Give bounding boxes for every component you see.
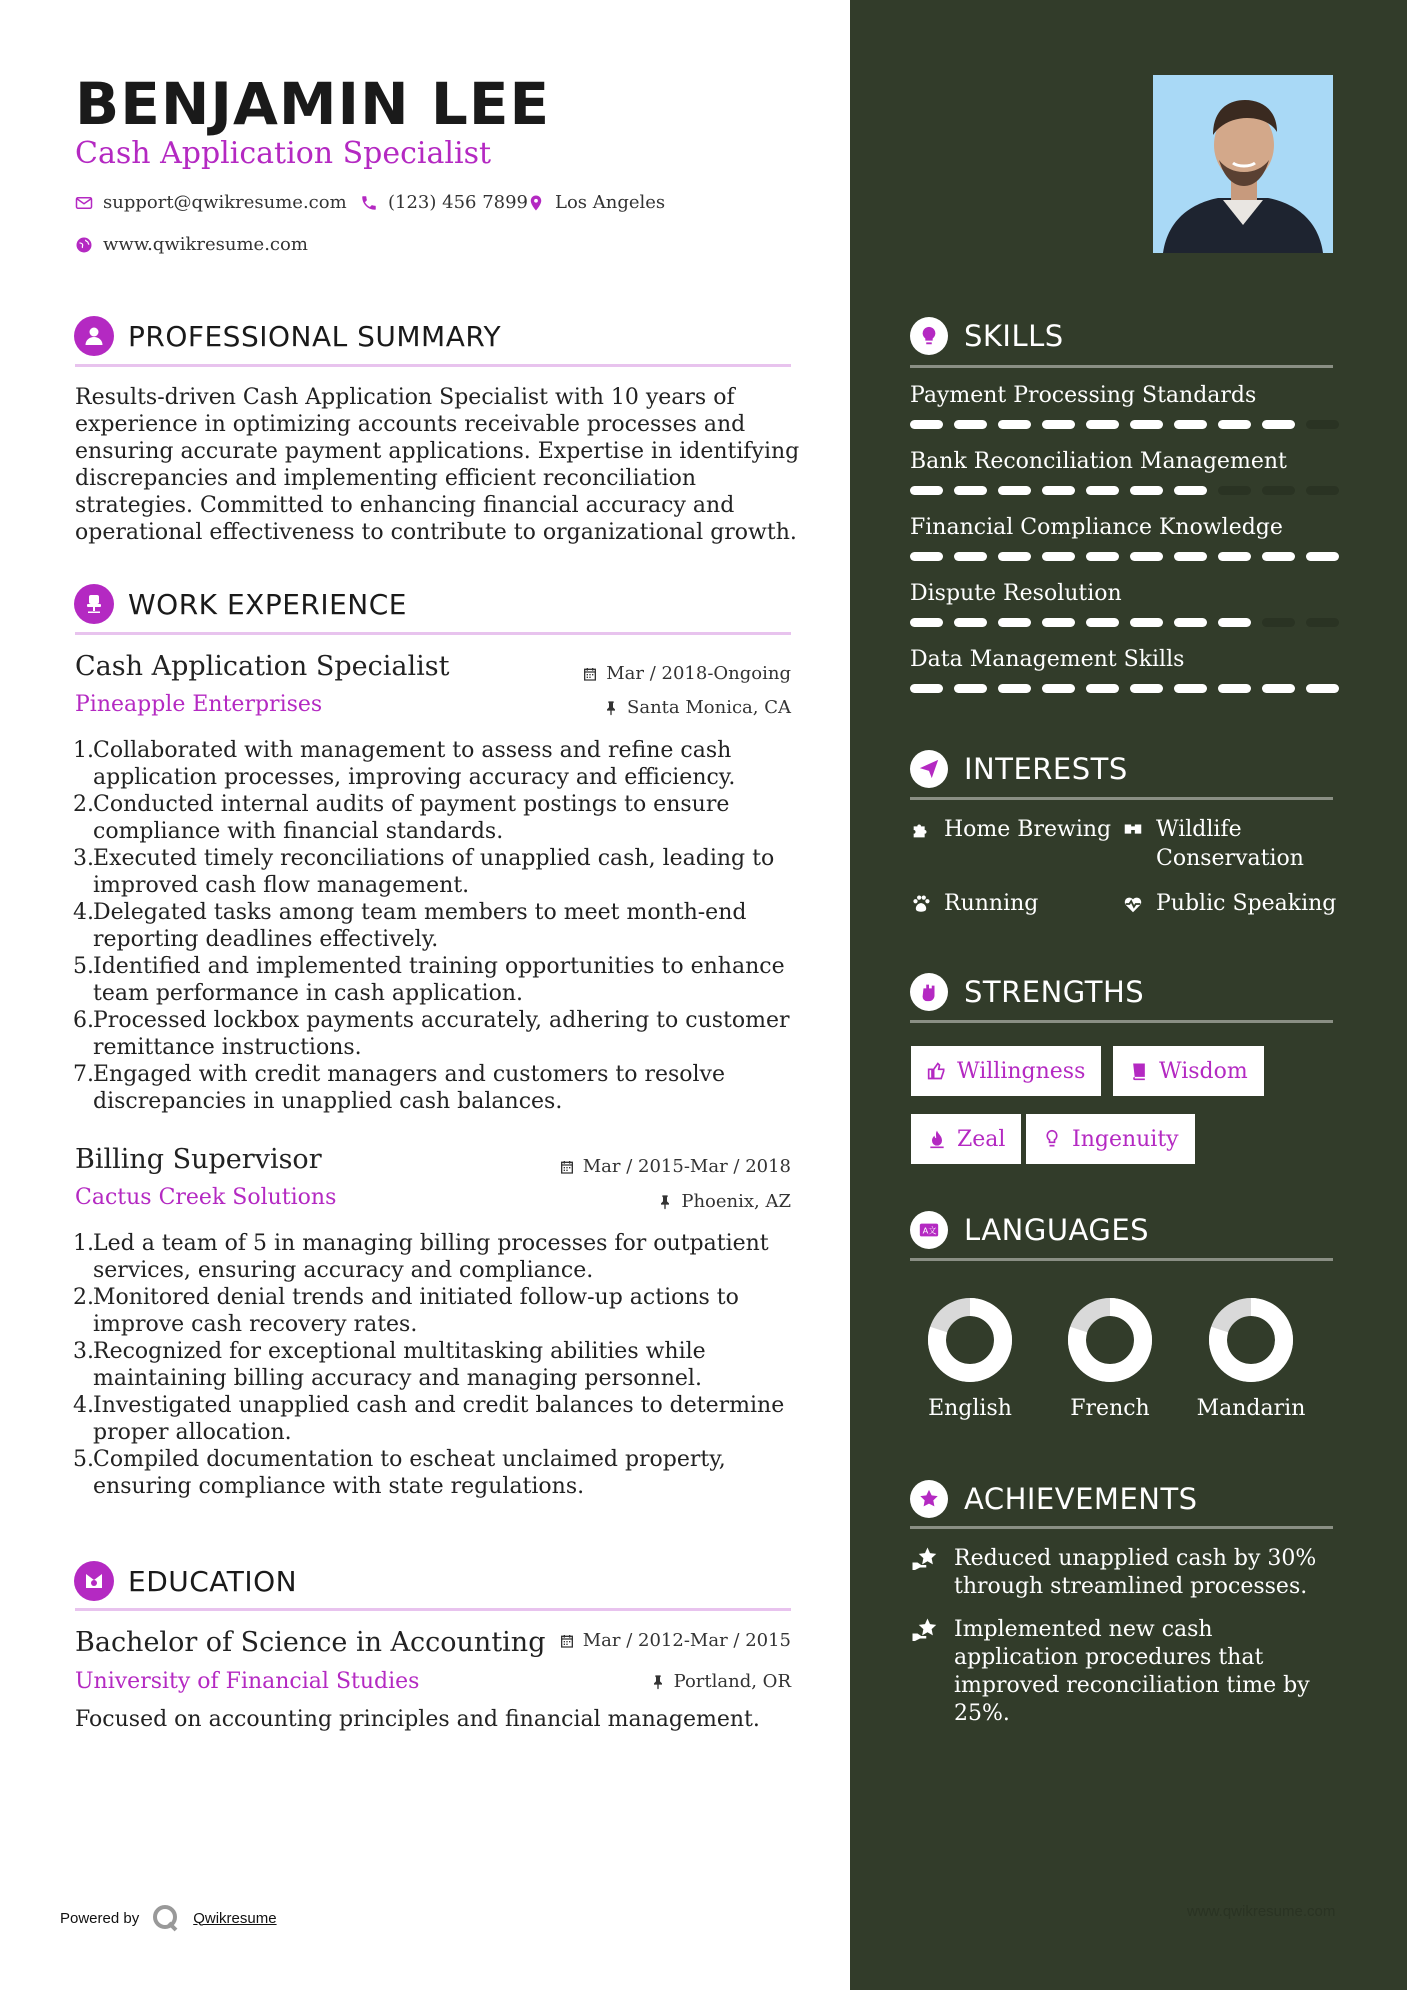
job-location [500,697,791,718]
summary-heading: PROFESSIONAL SUMMARY [128,319,502,353]
skill-level-segment [1218,420,1251,429]
job-location-text: Santa Monica, CA [627,697,791,718]
lightbulb-outline-icon [1042,1129,1062,1149]
powered-by [60,1903,277,1933]
skill-level-segment [1042,552,1075,561]
interest-item: Home Brewing [910,815,1111,844]
languages-header [910,1211,1149,1249]
skill-level-segment [1086,618,1119,627]
list-item: 2. Monitored denial trends and initiated follow-up actions to improve cash recovery rates. [73,1285,739,1337]
envelope-icon [75,194,93,212]
job-location-text: Phoenix, AZ [681,1191,791,1212]
list-item: 6. Processed lockbox payments accurately, adhering to customer remittance instructions. [73,1008,790,1060]
user-icon [74,316,114,356]
star-hand-icon [910,1480,948,1518]
education-description: Focused on accounting principles and financial management. [75,1707,760,1732]
phone-icon [360,194,378,212]
skill-level-segment [954,552,987,561]
location-contact [527,192,665,213]
summary-header [74,316,501,356]
skill-level-segment [1218,684,1251,693]
skill-level-segment [1218,618,1251,627]
education-divider [75,1608,791,1611]
language-name: English [928,1396,1012,1421]
skill-level-segment [1042,618,1075,627]
skill-level-segment [1174,618,1207,627]
skill-name: Payment Processing Standards [910,383,1257,408]
globe-icon [75,236,93,254]
language-icon [910,1211,948,1249]
powered-label: Powered by [60,1909,140,1927]
language-gauge [1201,1290,1301,1390]
puzzle-icon [910,819,932,841]
skill-item [910,647,1350,713]
skill-level-segment [1218,486,1251,495]
skill-level-segment [998,486,1031,495]
footer-site: www.qwikresume.com [1187,1903,1336,1920]
skill-name: Bank Reconciliation Management [910,449,1287,474]
summary-text [75,384,815,546]
skill-level-segment [998,552,1031,561]
summary-line: experience in optimizing accounts receivable processes and [75,412,746,437]
achievement-item: Reduced unapplied cash by 30% through streamlined processes. [910,1545,1316,1601]
skill-level-segment [1174,486,1207,495]
list-item: 1. Collaborated with management to assess and refine cash application processes, improving accuracy and efficiency. [73,738,736,790]
skill-level-segment [998,618,1031,627]
book-icon [1129,1061,1149,1081]
skill-level-segment [1130,552,1163,561]
pushpin-icon [650,1674,666,1690]
skill-level-segment [1130,420,1163,429]
skill-level-segment [910,420,943,429]
summary-line: strategies. Committed to enhancing financial accuracy and [75,493,735,518]
heartbeat-icon [1122,893,1144,915]
job-bullets [75,1230,833,1500]
skill-level-segment [1306,618,1339,627]
strength-tag: Wisdom [1113,1046,1264,1096]
strength-tag: Ingenuity [1026,1114,1195,1164]
pushpin-icon [657,1194,673,1210]
skill-level-segment [1306,684,1339,693]
achievement-item: Implemented new cash application procedures that improved reconciliation time by 25%. [910,1616,1310,1728]
thumbs-up-icon [927,1061,947,1081]
skill-level-segment [1262,486,1295,495]
skill-level-segment [910,552,943,561]
skill-meter [910,618,1350,627]
skill-item [910,515,1350,581]
list-item: 2. Conducted internal audits of payment postings to ensure compliance with financial standards. [73,792,730,844]
candidate-title: Cash Application Specialist [75,136,492,171]
strength-tag: Willingness [911,1046,1101,1096]
calendar-icon [559,1159,575,1175]
language-gauge [1060,1290,1160,1390]
fire-icon [927,1129,947,1149]
skill-level-segment [954,486,987,495]
graduation-icon [74,1561,114,1601]
skill-level-segment [1086,486,1119,495]
list-item: 3. Executed timely reconciliations of unapplied cash, leading to improved cash flow management. [73,846,775,898]
language-gauge [920,1290,1020,1390]
skill-level-segment [1042,684,1075,693]
skill-level-segment [1306,420,1339,429]
job-dates [500,1156,791,1177]
svg-text:A文: A文 [922,1225,937,1236]
skill-level-segment [954,420,987,429]
degree-title: Bachelor of Science in Accounting [75,1627,546,1658]
candidate-name: BENJAMIN LEE [75,70,551,138]
experience-divider [75,632,791,635]
skill-level-segment [1218,552,1251,561]
languages-list [910,1290,1350,1430]
website-contact[interactable] [75,234,308,255]
list-item: 1. Led a team of 5 in managing billing processes for outpatient services, ensuring accuracy and compliance. [73,1231,769,1283]
sidebar [850,0,1407,1990]
skill-level-segment [1262,420,1295,429]
skill-level-segment [1042,486,1075,495]
email-contact[interactable] [75,192,347,213]
phone-text: (123) 456 7899 [388,192,529,213]
job-dates [500,663,791,684]
phone-contact[interactable] [360,192,528,213]
achievements-divider [910,1526,1333,1529]
skills-divider [910,365,1333,368]
strengths-heading: STRENGTHS [964,975,1145,1009]
achievements-heading: ACHIEVEMENTS [964,1482,1198,1516]
skill-meter [910,684,1350,693]
education-header [74,1561,297,1601]
binoculars-icon [1122,819,1144,841]
strengths-divider [910,1020,1333,1023]
skill-level-segment [910,486,943,495]
list-item: 5. Identified and implemented training opportunities to enhance team performance in cash application. [73,954,785,1006]
skill-level-segment [1086,684,1119,693]
job-bullets [75,737,833,1115]
list-item: 4. Investigated unapplied cash and credit balances to determine proper allocation. [73,1393,785,1445]
calendar-icon [559,1633,575,1649]
list-item: 7. Engaged with credit managers and customers to resolve discrepancies in unapplied cash balances. [73,1062,725,1114]
school-name: University of Financial Studies [75,1669,420,1694]
star-hand-icon [910,1545,940,1601]
languages-divider [910,1258,1333,1261]
skill-level-segment [954,618,987,627]
skill-level-segment [1306,486,1339,495]
interests-header [910,750,1128,788]
skill-meter [910,486,1350,495]
job-title: Cash Application Specialist [75,651,450,682]
fist-icon [910,973,948,1011]
skill-level-segment [998,684,1031,693]
skill-level-segment [910,684,943,693]
summary-line: ensuring accurate payment applications. Expertise in identifying [75,439,800,464]
summary-line: operational effectiveness to contribute to organizational growth. [75,520,797,545]
achievements-header [910,1480,1198,1518]
skills-header [910,317,1064,355]
education-dates-text: Mar / 2012-Mar / 2015 [582,1630,791,1651]
map-pin-icon [527,194,545,212]
skill-meter [910,552,1350,561]
skill-level-segment [1086,420,1119,429]
languages-heading: LANGUAGES [964,1213,1150,1247]
paw-icon [910,893,932,915]
interests-divider [910,797,1333,800]
interest-item: Wildlife Conservation [1122,815,1304,873]
skill-name: Financial Compliance Knowledge [910,515,1283,540]
skill-meter [910,420,1350,429]
summary-divider [75,364,791,367]
interest-item: Public Speaking [1122,889,1336,918]
skill-item [910,383,1350,449]
experience-heading: WORK EXPERIENCE [128,587,407,621]
skill-level-segment [1042,420,1075,429]
strength-tag: Zeal [911,1114,1021,1164]
education-location [500,1671,791,1692]
interest-item: Running [910,889,1038,918]
education-location-text: Portland, OR [673,1671,791,1692]
job-location [500,1191,791,1212]
education-heading: EDUCATION [128,1564,298,1598]
company-name: Cactus Creek Solutions [75,1185,337,1210]
skill-name: Data Management Skills [910,647,1185,672]
skill-item [910,449,1350,515]
skill-level-segment [1130,684,1163,693]
education-dates [500,1630,791,1651]
experience-header [74,584,407,624]
summary-line: Results-driven Cash Application Specialist with 10 years of [75,385,735,410]
job-dates-text: Mar / 2018-Ongoing [606,663,791,684]
office-chair-icon [74,584,114,624]
language-name: Mandarin [1196,1396,1306,1421]
location-text: Los Angeles [555,192,666,213]
lightbulb-icon [910,317,948,355]
list-item: 3. Recognized for exceptional multitasking abilities while maintaining billing accuracy and managing personnel. [73,1339,706,1391]
list-item: 5. Compiled documentation to escheat unclaimed property, ensuring compliance with state regulations. [73,1447,726,1499]
skill-level-segment [1262,618,1295,627]
pushpin-icon [603,700,619,716]
calendar-icon [582,666,598,682]
interests-heading: INTERESTS [964,752,1128,786]
language-name: French [1070,1396,1150,1421]
skill-level-segment [1130,486,1163,495]
qwikresume-logo-icon [151,1903,181,1933]
brand-link[interactable]: Qwikresume [193,1909,277,1927]
list-item: 4. Delegated tasks among team members to meet month-end reporting deadlines effectively. [73,900,747,952]
skill-level-segment [1174,684,1207,693]
skill-level-segment [1262,552,1295,561]
skills-heading: SKILLS [964,319,1064,353]
skill-level-segment [910,618,943,627]
star-hand-icon [910,1616,940,1728]
skill-level-segment [954,684,987,693]
skill-name: Dispute Resolution [910,581,1122,606]
skill-level-segment [1086,552,1119,561]
skill-level-segment [1174,552,1207,561]
email-text: support@qwikresume.com [103,192,347,213]
skill-level-segment [998,420,1031,429]
skill-level-segment [1130,618,1163,627]
company-name: Pineapple Enterprises [75,692,323,717]
summary-line: discrepancies and implementing efficient reconciliation [75,466,697,491]
skill-level-segment [1174,420,1207,429]
paper-plane-icon [910,750,948,788]
profile-photo [1153,75,1333,253]
job-title: Billing Supervisor [75,1144,322,1175]
website-text: www.qwikresume.com [103,234,308,255]
skill-level-segment [1262,684,1295,693]
job-dates-text: Mar / 2015-Mar / 2018 [582,1156,791,1177]
skill-level-segment [1306,552,1339,561]
strengths-header [910,973,1144,1011]
skills-list [910,383,1350,713]
skill-item [910,581,1350,647]
